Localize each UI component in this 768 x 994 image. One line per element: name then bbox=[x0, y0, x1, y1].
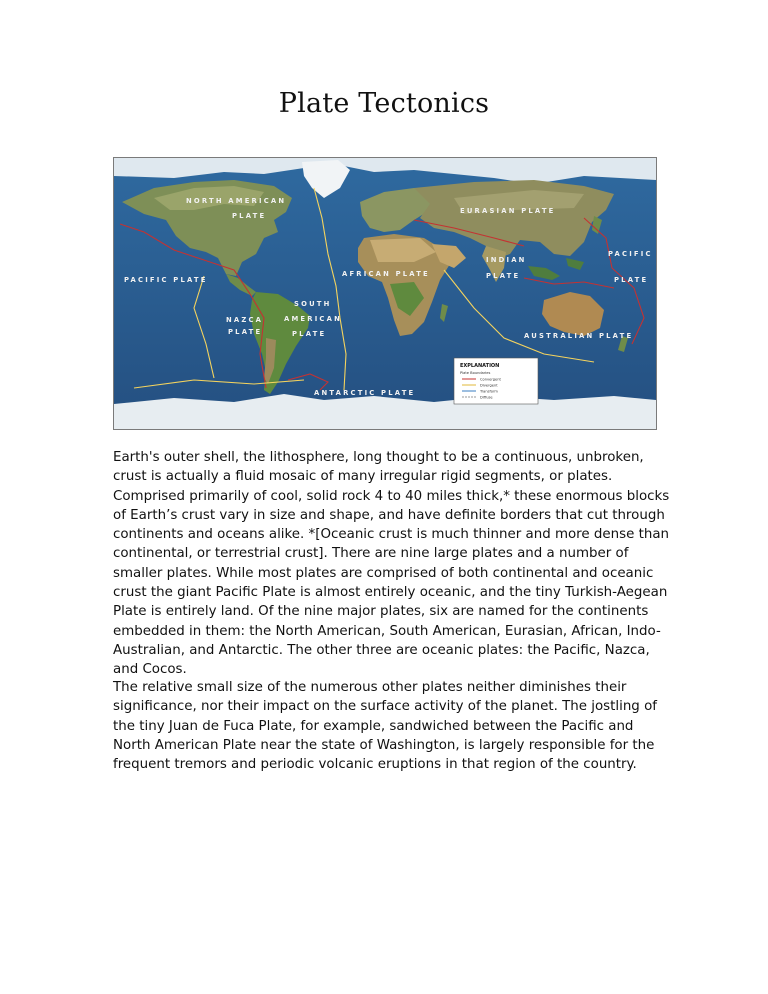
label-indian-plate: PLATE bbox=[486, 272, 521, 280]
label-north-american-plate: PLATE bbox=[232, 212, 267, 220]
legend-divergent: Divergent bbox=[480, 383, 498, 388]
label-indian: INDIAN bbox=[486, 256, 527, 264]
label-nazca: NAZCA bbox=[226, 316, 264, 324]
label-american: AMERICAN bbox=[284, 315, 342, 323]
label-pacific-west: PACIFIC PLATE bbox=[124, 276, 208, 284]
paragraph-1: Earth's outer shell, the lithosphere, long thought to be a continuous, unbroken, crust is actually a fluid mosaic of many irregular rigid segments, or plates. Comprised primarily of cool, solid rock 4 to 40 miles thick,* these enormous blocks of Earth’s crust vary in size and shape, and have definite borders that cut through continents and oceans alike. *[Oceanic crust is much thinner and more dense than continental, or terrestrial crust]. There are nine large plates and a number of smaller plates. While most plates are comprised of both continental and oceanic crust the giant Pacific Plate is almost entirely oceanic, and the tiny Turkish-Aegean Plate is entirely land. Of the nine major plates, six are named for the continents embedded in them: the North American, South American, Eurasian, African, Indo-Australian, and Antarctic. The other three are oceanic plates: the Pacific, Nazca, and Cocos. bbox=[113, 450, 670, 678]
label-eurasian: EURASIAN PLATE bbox=[460, 207, 556, 215]
legend-diffuse: Diffuse bbox=[480, 395, 493, 400]
map-legend bbox=[454, 358, 538, 404]
label-antarctic: ANTARCTIC PLATE bbox=[314, 389, 416, 397]
map-svg bbox=[114, 158, 656, 429]
label-pacific-east-plate: PLATE bbox=[614, 276, 649, 284]
label-australian: AUSTRALIAN PLATE bbox=[524, 332, 634, 340]
legend-convergent: Convergent bbox=[480, 377, 501, 382]
world-plate-map bbox=[113, 157, 657, 430]
label-nazca-plate: PLATE bbox=[228, 328, 263, 336]
legend-subtitle: Plate Boundaries bbox=[460, 371, 491, 375]
label-south: SOUTH bbox=[294, 300, 332, 308]
label-african: AFRICAN PLATE bbox=[342, 270, 430, 278]
paragraph-2: The relative small size of the numerous other plates neither diminishes their significance, nor their impact on the surface activity of the planet. The jostling of the tiny Juan de Fuca Plate, for example, sandwiched between the Pacific and North American Plate near the state of Washington, is largely responsible for the frequent tremors and periodic volcanic eruptions in that region of the country. bbox=[113, 680, 657, 773]
legend-title: EXPLANATION bbox=[460, 363, 500, 369]
label-north-american: NORTH AMERICAN bbox=[186, 197, 287, 205]
label-pacific-east: PACIFIC bbox=[608, 250, 653, 258]
label-south-american-plate: PLATE bbox=[292, 330, 327, 338]
legend-transform: Transform bbox=[480, 389, 498, 394]
page-title: Plate Tectonics bbox=[278, 88, 490, 119]
